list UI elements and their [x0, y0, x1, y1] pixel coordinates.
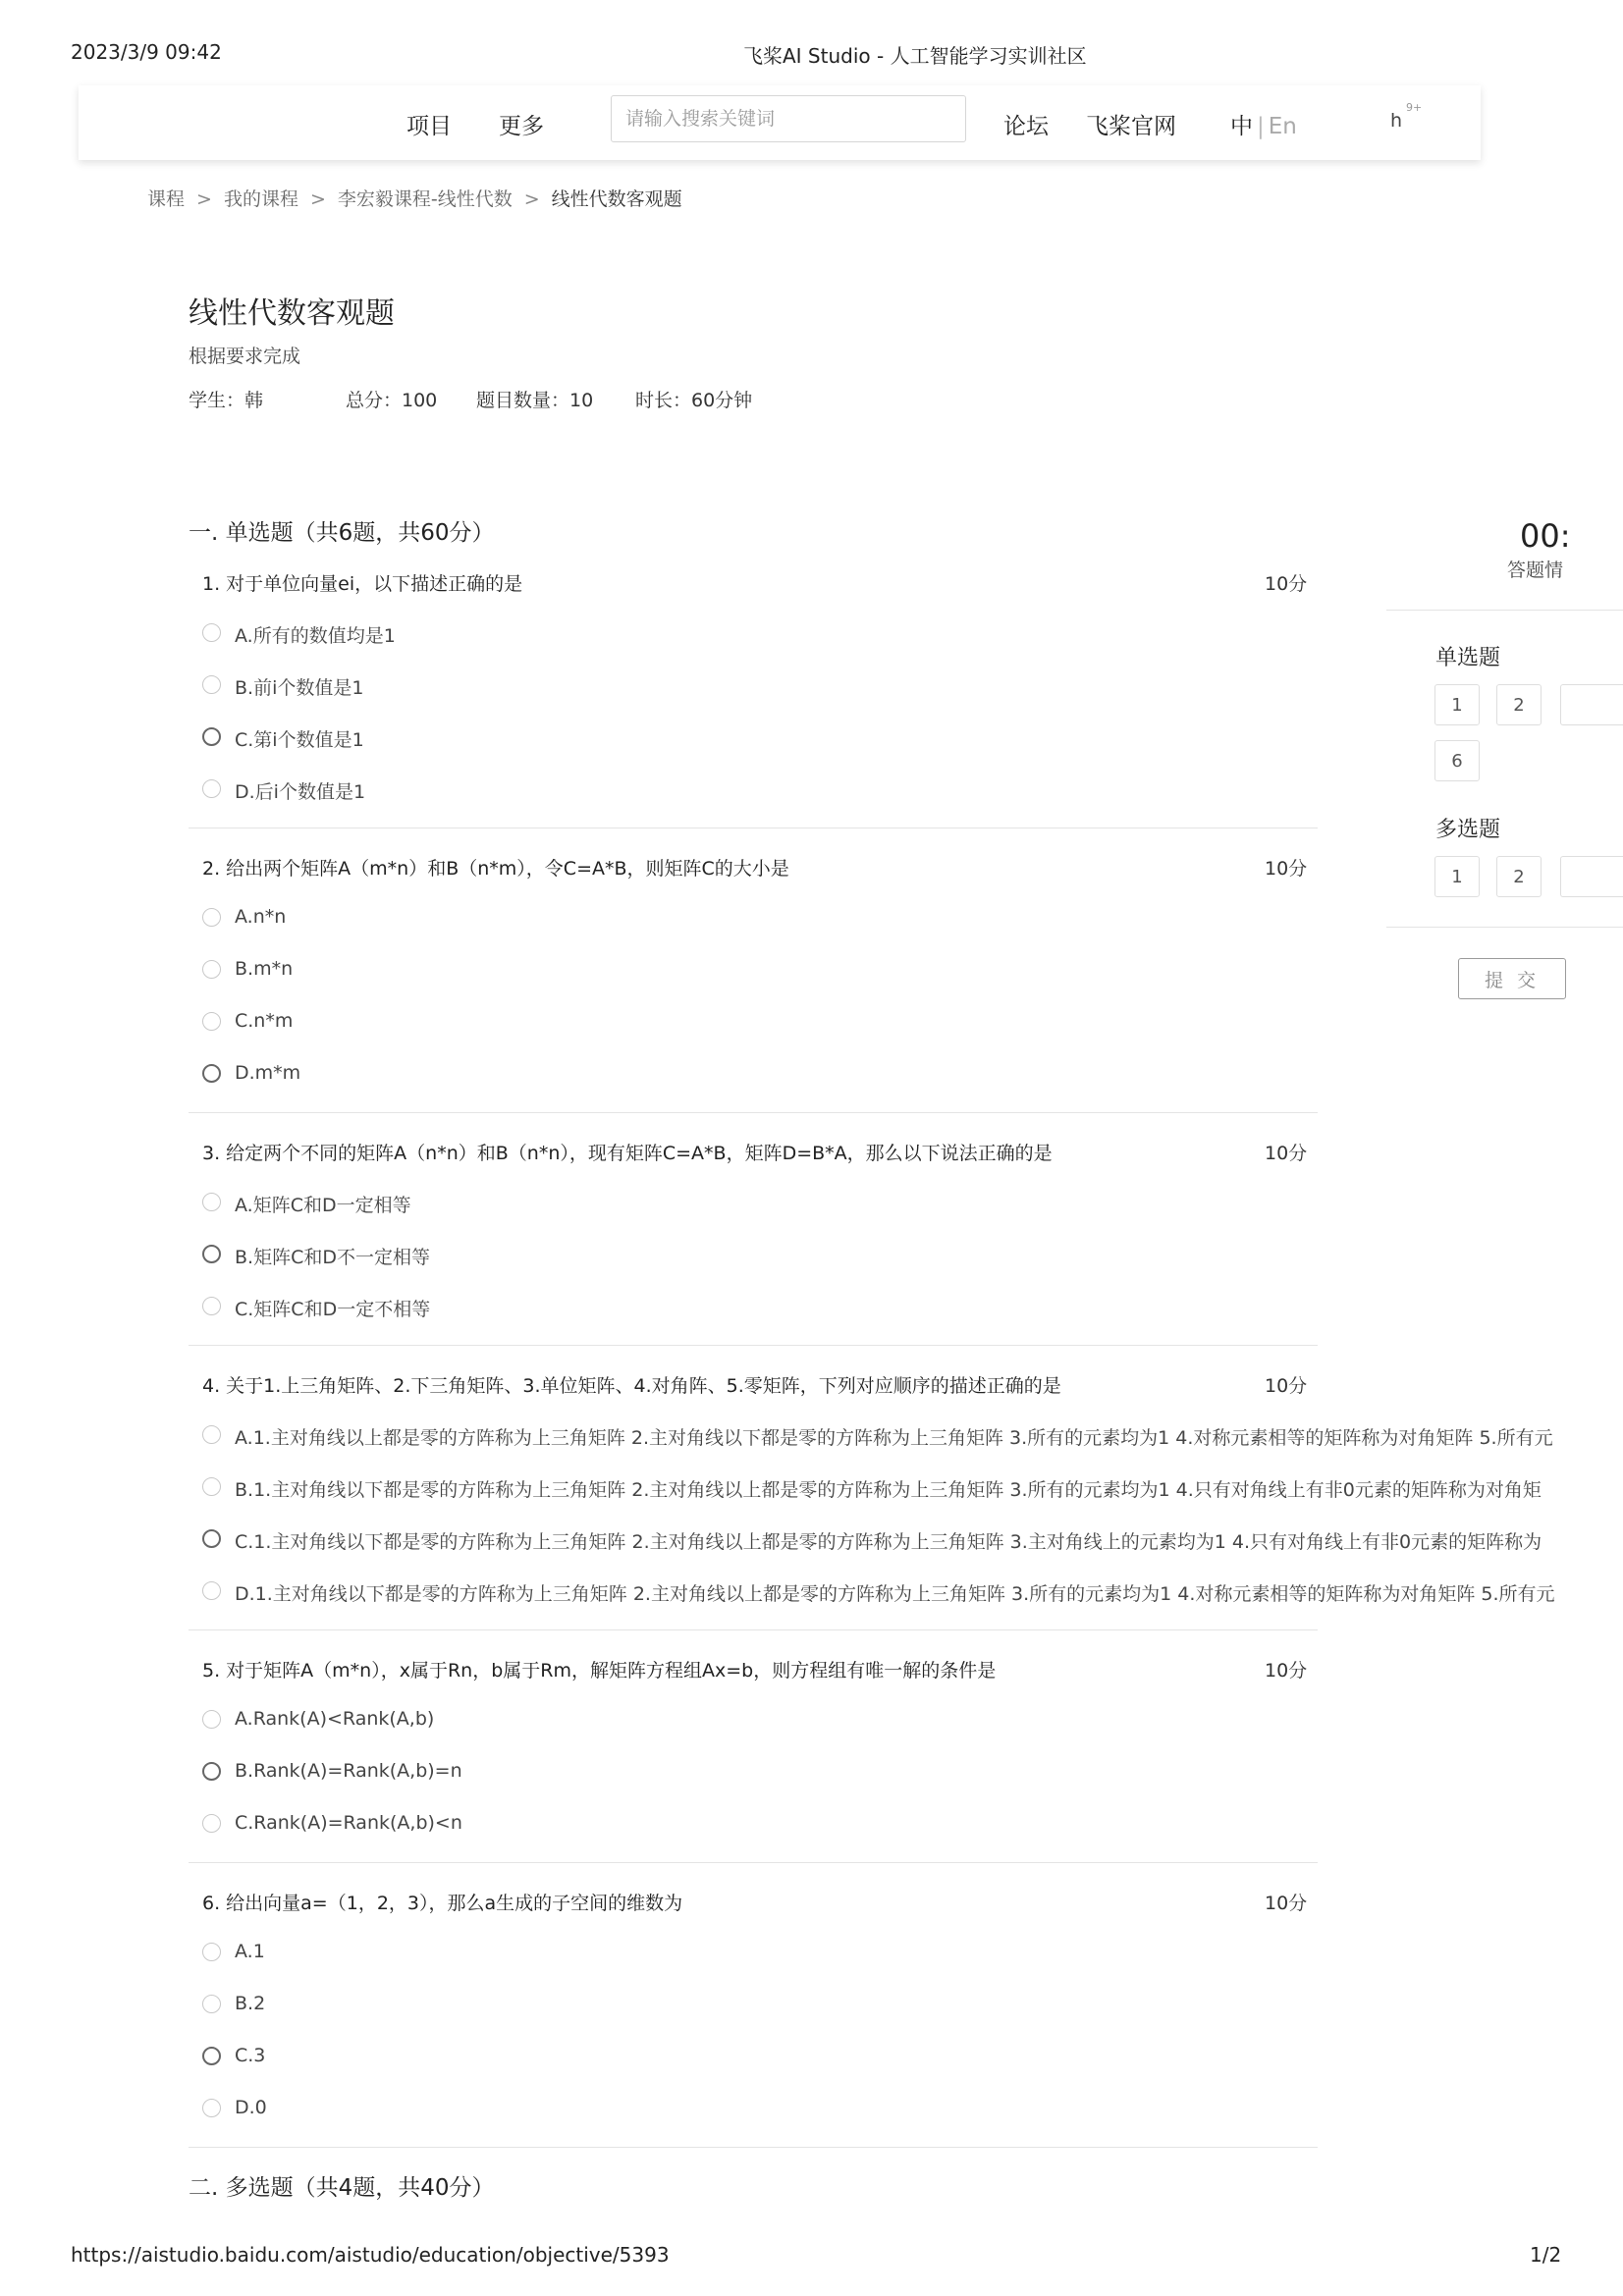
option-label: B.m*n — [235, 958, 294, 980]
option-label: C.3 — [235, 2045, 266, 2066]
radio-button[interactable] — [202, 1297, 221, 1315]
exam-description: 根据要求完成 — [189, 346, 301, 367]
option-label: C.1.主对角线以下都是零的方阵称为上三角矩阵 2.主对角线以上都是零的方阵称为上三角矩阵 3.主对角线上的元素均为1 4.只有对角线上有非0元素的矩阵称为 — [235, 1531, 1542, 1553]
radio-button[interactable] — [202, 1995, 221, 2013]
radio-button[interactable] — [202, 1529, 221, 1548]
radio-button[interactable] — [202, 1064, 221, 1083]
section-title-multiple-choice: 二. 多选题（共4题，共40分） — [189, 2175, 495, 2201]
radio-button[interactable] — [202, 1477, 221, 1496]
answer-card-single-6[interactable]: 6 — [1434, 740, 1480, 781]
question-score: 10分 — [1265, 573, 1308, 595]
divider — [189, 1345, 1318, 1346]
question-score: 10分 — [1265, 858, 1308, 880]
option-label: C.第i个数值是1 — [235, 729, 364, 751]
option-label: A.n*n — [235, 906, 287, 928]
option-label: B.Rank(A)=Rank(A,b)=n — [235, 1760, 462, 1782]
radio-button[interactable] — [202, 960, 221, 979]
breadcrumb-item-course[interactable]: 李宏毅课程-线性代数 — [337, 188, 513, 210]
radio-button[interactable] — [202, 1425, 221, 1444]
sidebar-single-choice-label: 单选题 — [1435, 646, 1501, 670]
radio-button[interactable] — [202, 908, 221, 927]
exam-question-count: 题目数量：10 — [476, 390, 594, 411]
breadcrumb — [147, 185, 682, 211]
nav-item-more[interactable]: 更多 — [499, 114, 544, 139]
countdown-timer: 00: — [1520, 517, 1571, 555]
answer-card-multi-1[interactable]: 1 — [1434, 856, 1480, 897]
answer-card-single-2[interactable]: 2 — [1496, 684, 1542, 725]
submit-button[interactable]: 提 交 — [1458, 958, 1566, 999]
radio-button[interactable] — [202, 1581, 221, 1600]
nav-item-projects[interactable]: 项目 — [406, 114, 452, 139]
option-label: C.Rank(A)=Rank(A,b)<n — [235, 1812, 462, 1834]
sidebar-divider — [1386, 927, 1623, 928]
question-score: 10分 — [1265, 1143, 1308, 1164]
print-page-number: 1/2 — [1530, 2243, 1562, 2267]
option-label: A.1.主对角线以上都是零的方阵称为上三角矩阵 2.主对角线以下都是零的方阵称为上三角矩阵 3.所有的元素均为1 4.对称元素相等的矩阵称为对角矩阵 5.所有元 — [235, 1427, 1553, 1449]
notification-badge: 9+ — [1406, 101, 1423, 114]
radio-button[interactable] — [202, 1012, 221, 1031]
question-score: 10分 — [1265, 1375, 1308, 1397]
search-input[interactable] — [611, 95, 966, 142]
lang-zh[interactable]: 中 — [1230, 114, 1253, 139]
breadcrumb-separator: > — [523, 188, 540, 210]
breadcrumb-item-current: 线性代数客观题 — [551, 188, 682, 210]
divider — [189, 1862, 1318, 1863]
radio-button[interactable] — [202, 623, 221, 642]
nav-item-official-site[interactable]: 飞桨官网 — [1086, 114, 1176, 139]
option-label: D.1.主对角线以下都是零的方阵称为上三角矩阵 2.主对角线以上都是零的方阵称为上三角矩阵 3.所有的元素均为1 4.对称元素相等的矩阵称为对角矩阵 5.所有元 — [235, 1583, 1555, 1605]
option-label: B.前i个数值是1 — [235, 677, 364, 699]
user-avatar[interactable]: h — [1390, 110, 1403, 132]
divider — [189, 1112, 1318, 1113]
option-label: A.矩阵C和D一定相等 — [235, 1195, 411, 1216]
lang-separator: | — [1257, 114, 1265, 139]
question-text: 3. 给定两个不同的矩阵A（n*n）和B（n*n），现有矩阵C=A*B，矩阵D=B*A，那么以下说法正确的是 — [202, 1143, 1053, 1164]
breadcrumb-separator: > — [196, 188, 212, 210]
sidebar-divider — [1386, 610, 1623, 611]
question-text: 1. 对于单位向量ei，以下描述正确的是 — [202, 573, 523, 595]
nav-item-forum[interactable]: 论坛 — [1003, 114, 1049, 139]
divider — [189, 1629, 1318, 1630]
question-text: 6. 给出向量a=（1，2，3），那么a生成的子空间的维数为 — [202, 1893, 683, 1914]
option-label: C.n*m — [235, 1010, 294, 1032]
divider — [189, 2147, 1318, 2148]
radio-button[interactable] — [202, 1710, 221, 1729]
exam-duration: 时长：60分钟 — [635, 390, 753, 411]
question-text: 2. 给出两个矩阵A（m*n）和B（n*m），令C=A*B，则矩阵C的大小是 — [202, 858, 789, 880]
radio-button[interactable] — [202, 2047, 221, 2065]
radio-button[interactable] — [202, 1814, 221, 1833]
radio-button[interactable] — [202, 1193, 221, 1211]
answer-card-multi-2[interactable]: 2 — [1496, 856, 1542, 897]
answer-status-label: 答题情 — [1507, 560, 1564, 581]
option-label: B.2 — [235, 1993, 266, 2014]
question-4 — [189, 1371, 1558, 1607]
radio-button[interactable] — [202, 1245, 221, 1263]
option-label: B.1.主对角线以下都是零的方阵称为上三角矩阵 2.主对角线以上都是零的方阵称为上三角矩阵 3.所有的元素均为1 4.只有对角线上有非0元素的矩阵称为对角矩 — [235, 1479, 1542, 1501]
page-title: 线性代数客观题 — [189, 296, 395, 331]
radio-button[interactable] — [202, 1762, 221, 1781]
lang-en[interactable]: En — [1268, 114, 1297, 139]
section-title-single-choice: 一. 单选题（共6题，共60分） — [189, 520, 495, 546]
answer-card-multi-clipped[interactable] — [1560, 856, 1623, 897]
print-title: 飞桨AI Studio - 人工智能学习实训社区 — [743, 44, 1087, 68]
option-label: D.后i个数值是1 — [235, 781, 366, 803]
question-score: 10分 — [1265, 1893, 1308, 1914]
answer-card-single-1[interactable]: 1 — [1434, 684, 1480, 725]
breadcrumb-item-courses[interactable]: 课程 — [147, 188, 186, 210]
option-label: B.矩阵C和D不一定相等 — [235, 1247, 430, 1268]
radio-button[interactable] — [202, 2099, 221, 2117]
option-label: D.m*m — [235, 1062, 301, 1084]
exam-student: 学生：韩 — [189, 390, 264, 411]
radio-button[interactable] — [202, 779, 221, 798]
option-label: A.Rank(A)<Rank(A,b) — [235, 1708, 435, 1730]
question-text: 5. 对于矩阵A（m*n），x属于Rn，b属于Rm，解矩阵方程组Ax=b，则方程组有唯一解的条件是 — [202, 1660, 997, 1682]
option-label: D.0 — [235, 2097, 267, 2118]
question-score: 10分 — [1265, 1660, 1308, 1682]
answer-card-single-clipped[interactable] — [1560, 684, 1623, 725]
radio-button[interactable] — [202, 727, 221, 746]
sidebar-multiple-choice-label: 多选题 — [1435, 818, 1501, 842]
radio-button[interactable] — [202, 1943, 221, 1961]
language-switch — [1230, 108, 1297, 140]
print-datetime: 2023/3/9 09:42 — [71, 40, 222, 64]
breadcrumb-separator: > — [309, 188, 326, 210]
option-label: A.1 — [235, 1941, 265, 1962]
option-label: A.所有的数值均是1 — [235, 625, 396, 647]
radio-button[interactable] — [202, 675, 221, 694]
print-url: https://aistudio.baidu.com/aistudio/education/objective/5393 — [71, 2243, 670, 2267]
option-label: C.矩阵C和D一定不相等 — [235, 1299, 431, 1320]
question-text: 4. 关于1.上三角矩阵、2.下三角矩阵、3.单位矩阵、4.对角阵、5.零矩阵，下列对应顺序的描述正确的是 — [202, 1375, 1061, 1397]
breadcrumb-item-my-courses[interactable]: 我的课程 — [223, 188, 298, 210]
top-navbar — [79, 85, 1481, 160]
exam-total-score: 总分：100 — [346, 390, 438, 411]
